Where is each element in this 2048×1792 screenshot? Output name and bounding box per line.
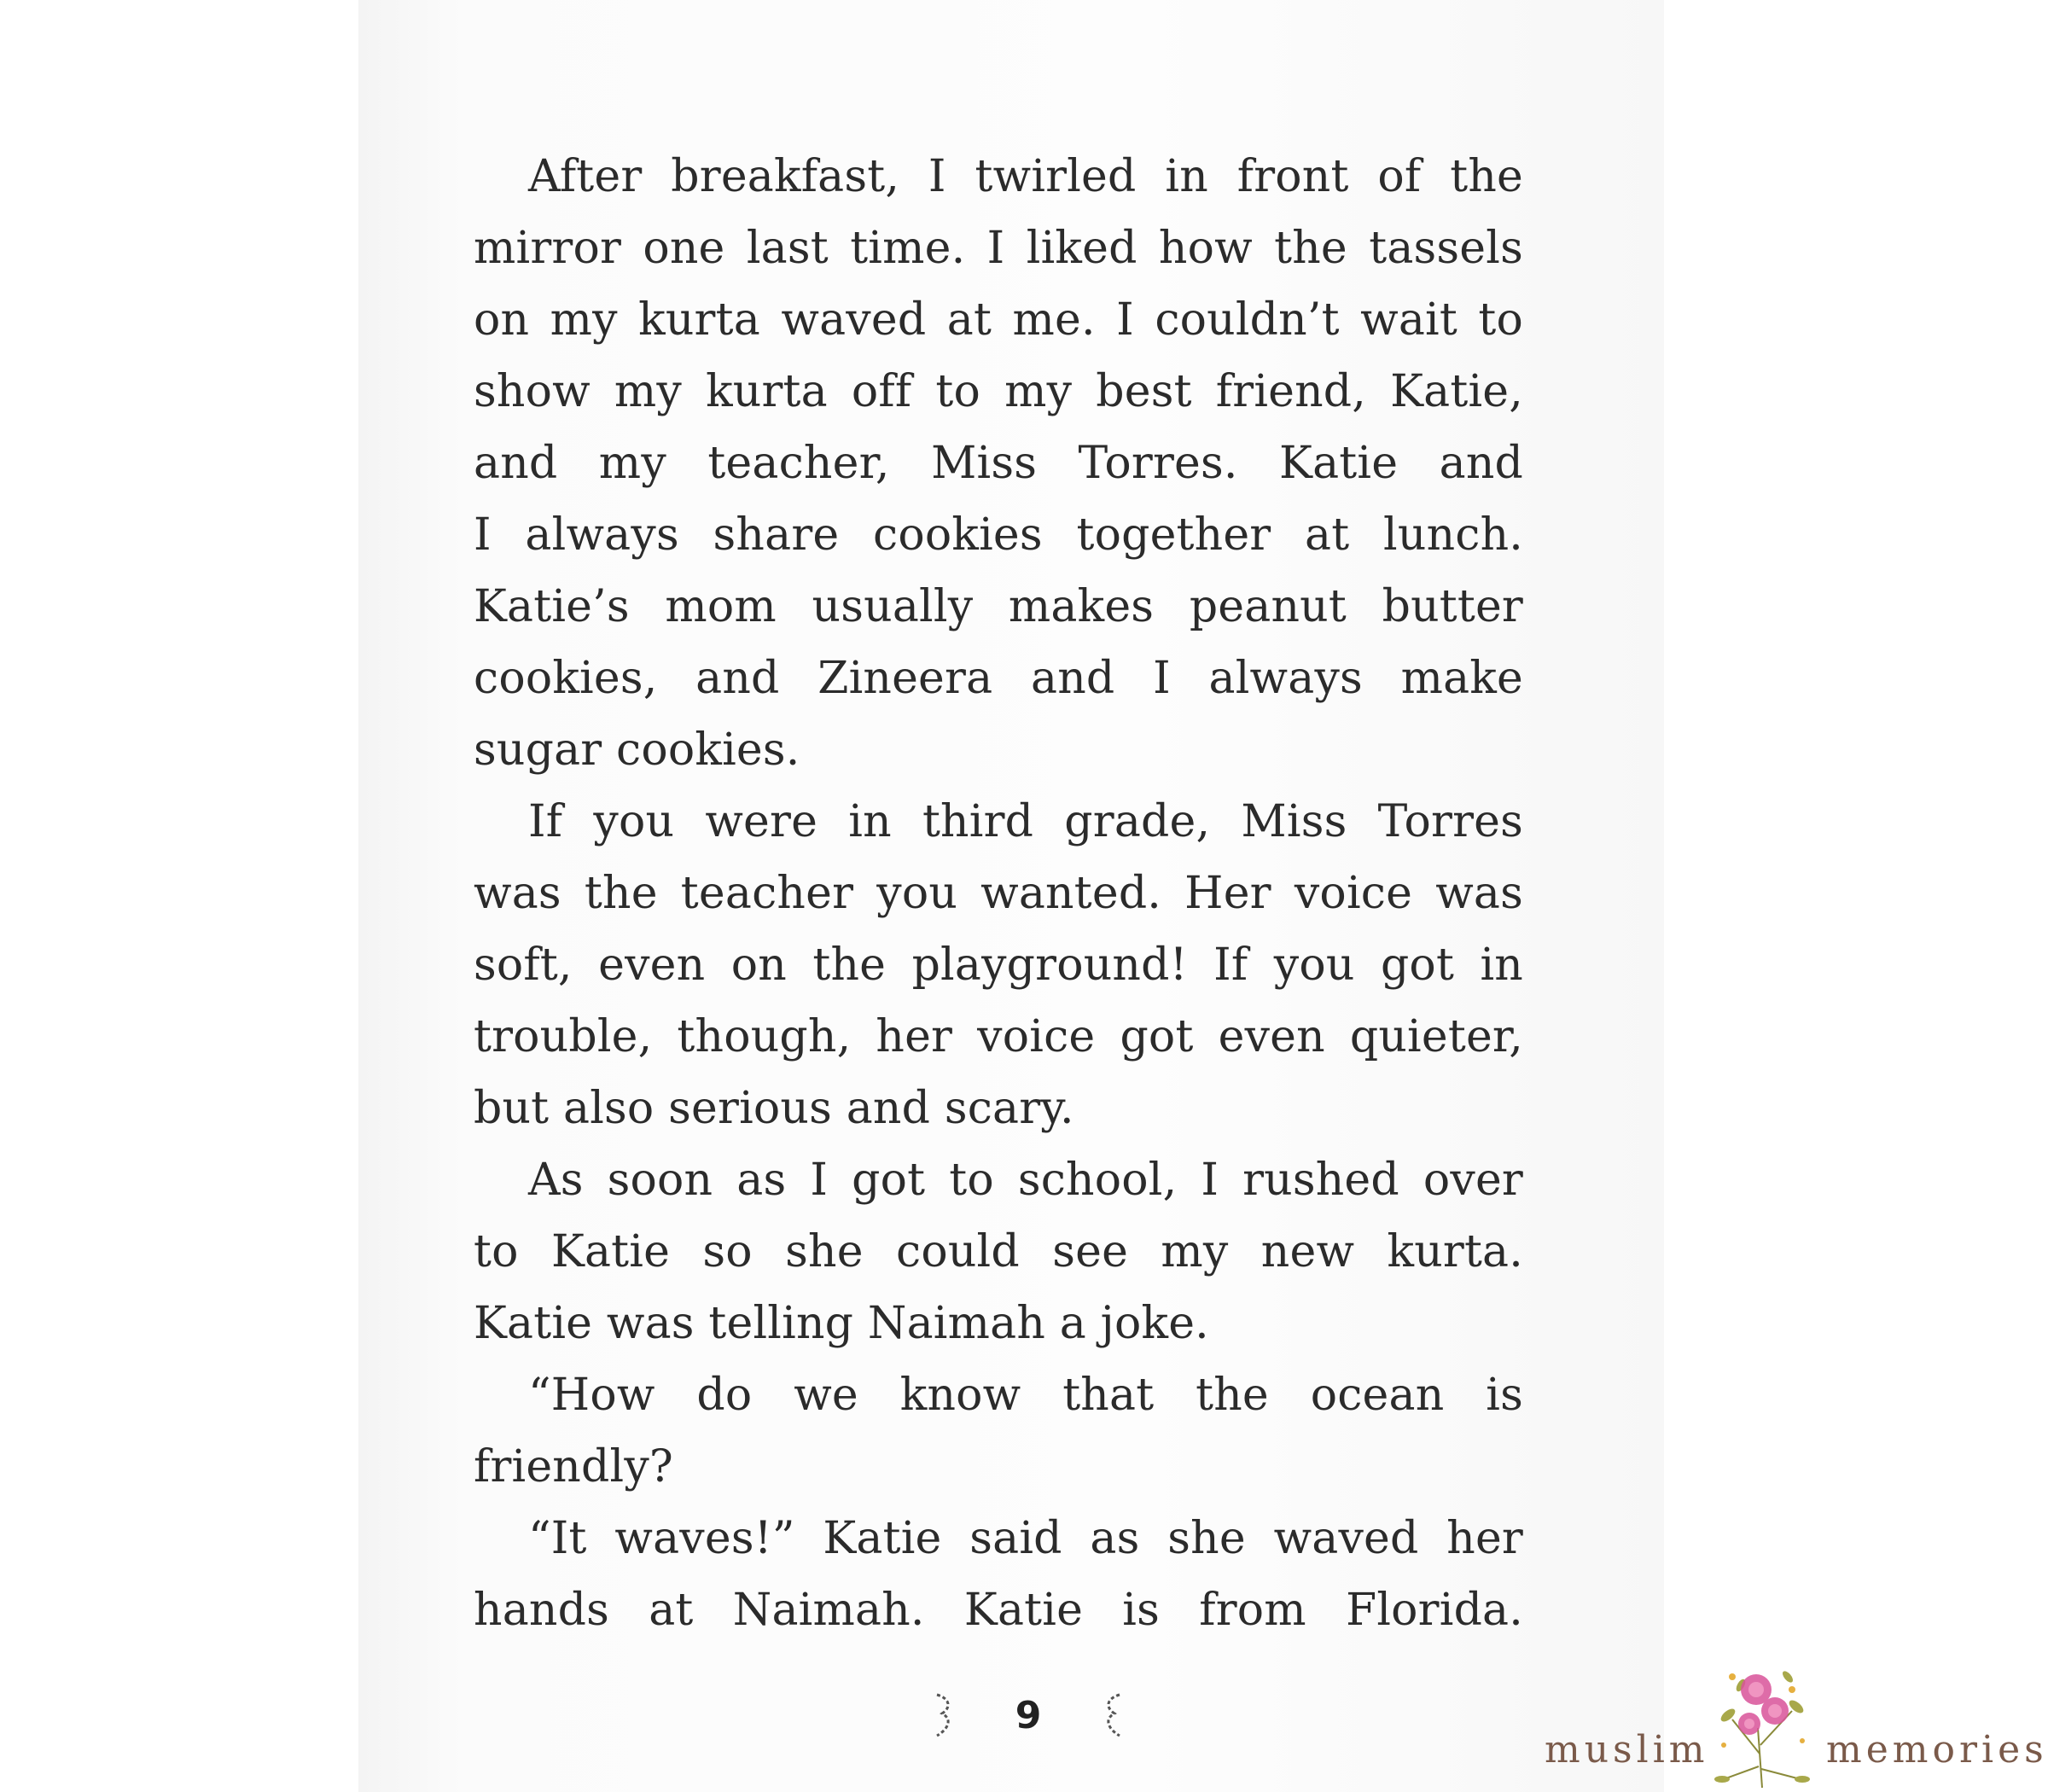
right-ornament-icon xyxy=(1101,1691,1123,1739)
text-line: was the teacher you wanted. Her voice was xyxy=(474,868,1523,919)
text-line: After breakfast, I twirled in front of the xyxy=(528,151,1523,202)
flower-bouquet-icon xyxy=(1707,1651,1818,1792)
text-line: Katie’s mom usually makes peanut butter xyxy=(474,581,1523,632)
page-footer xyxy=(887,1681,1169,1749)
text-line: “How do we know that the ocean is xyxy=(528,1370,1523,1421)
watermark-left-word: muslim xyxy=(1545,1728,1709,1772)
body-text xyxy=(474,141,1523,1646)
text-line: “It waves!” Katie said as she waved her xyxy=(528,1513,1523,1564)
text-line: mirror one last time. I liked how the tassels xyxy=(474,223,1523,274)
text-line: friendly? xyxy=(474,1441,673,1492)
text-line: hands at Naimah. Katie is from Florida. xyxy=(474,1585,1523,1636)
text-line: Katie was telling Naimah a joke. xyxy=(474,1298,1209,1349)
text-line: but also serious and scary. xyxy=(474,1083,1074,1134)
text-line: If you were in third grade, Miss Torres xyxy=(528,796,1523,847)
text-line: cookies, and Zineera and I always make xyxy=(474,653,1523,704)
text-line: and my teacher, Miss Torres. Katie and xyxy=(474,438,1523,489)
page-number: 9 xyxy=(1015,1693,1042,1737)
text-line: As soon as I got to school, I rushed over xyxy=(528,1155,1523,1206)
left-ornament-icon xyxy=(934,1691,956,1739)
text-line: sugar cookies. xyxy=(474,724,800,776)
text-line: show my kurta off to my best friend, Katie, xyxy=(474,366,1523,417)
text-line: trouble, though, her voice got even quieter, xyxy=(474,1011,1523,1062)
text-line: to Katie so she could see my new kurta. xyxy=(474,1226,1523,1277)
text-line: on my kurta waved at me. I couldn’t wait to xyxy=(474,294,1523,346)
text-line: soft, even on the playground! If you got in xyxy=(474,940,1523,991)
text-line: I always share cookies together at lunch. xyxy=(474,509,1523,561)
watermark-logo xyxy=(1536,1651,2048,1792)
watermark-right-word: memories xyxy=(1826,1728,2048,1772)
